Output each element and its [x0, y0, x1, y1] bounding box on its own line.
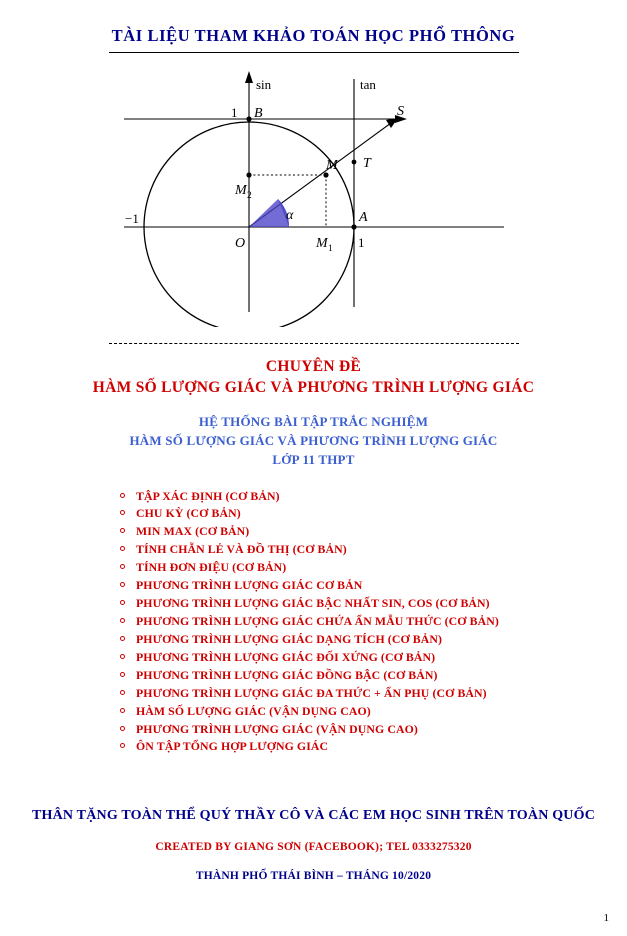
chuyen-de-line2: HÀM SỐ LƯỢNG GIÁC VÀ PHƯƠNG TRÌNH LƯỢNG GIÁC — [92, 379, 535, 396]
figure-label-M: M — [325, 158, 338, 173]
list-item — [120, 488, 627, 506]
figure-label-minus-one: −1 — [124, 211, 139, 226]
title-divider — [109, 52, 519, 53]
toc-label: CHU KỲ (CƠ BẢN) — [136, 506, 241, 521]
subtitle-block — [0, 413, 627, 470]
bullet-icon — [120, 743, 125, 748]
list-item — [120, 649, 627, 667]
toc-label: PHƯƠNG TRÌNH LƯỢNG GIÁC ĐỐI XỨNG (CƠ BẢN) — [136, 649, 436, 664]
figure-label-one-right: 1 — [357, 235, 364, 250]
list-item — [120, 559, 627, 577]
toc-label: HÀM SỐ LƯỢNG GIÁC (VẬN DỤNG CAO) — [136, 703, 371, 718]
figure-label-M2: M — [234, 183, 247, 198]
figure-label-M2-sub: 2 — [246, 191, 252, 201]
document-page — [0, 26, 627, 936]
list-item — [120, 738, 627, 756]
list-item — [120, 577, 627, 595]
toc-label: TÍNH ĐƠN ĐIỆU (CƠ BẢN) — [136, 560, 287, 575]
chuyen-de-heading — [0, 358, 627, 397]
figure-label-one-top: 1 — [230, 105, 237, 120]
figure-label-O: O — [234, 236, 245, 251]
toc-label: PHƯƠNG TRÌNH LƯỢNG GIÁC ĐA THỨC + ẨN PHỤ (CƠ BẢN) — [136, 685, 487, 700]
list-item — [120, 721, 627, 739]
bullet-icon — [120, 528, 125, 533]
page-title: TÀI LIỆU THAM KHẢO TOÁN HỌC PHỔ THÔNG — [111, 26, 516, 45]
toc-label: PHƯƠNG TRÌNH LƯỢNG GIÁC ĐỒNG BẬC (CƠ BẢN) — [136, 667, 438, 682]
toc-label: PHƯƠNG TRÌNH LƯỢNG GIÁC DẠNG TÍCH (CƠ BẢN) — [136, 631, 443, 646]
figure-divider — [109, 343, 519, 344]
bullet-icon — [120, 672, 125, 677]
list-item — [120, 595, 627, 613]
page-number: 1 — [603, 912, 609, 924]
bullet-icon — [120, 690, 125, 695]
list-item — [120, 541, 627, 559]
table-of-contents — [0, 488, 627, 757]
bullet-icon — [120, 564, 125, 569]
bullet-icon — [120, 600, 125, 605]
figure-label-T: T — [362, 156, 371, 171]
toc-label: PHƯƠNG TRÌNH LƯỢNG GIÁC CHỨA ẨN MẪU THỨC (CƠ BẢN) — [136, 613, 499, 628]
figure-label-sin-axis: sin — [255, 77, 271, 92]
figure-container — [0, 57, 627, 337]
toc-label: PHƯƠNG TRÌNH LƯỢNG GIÁC (VẬN DỤNG CAO) — [136, 721, 418, 736]
bullet-icon — [120, 618, 125, 623]
list-item — [120, 505, 627, 523]
list-item — [120, 631, 627, 649]
list-item — [120, 613, 627, 631]
bullet-icon — [120, 654, 125, 659]
list-item — [120, 523, 627, 541]
bullet-icon — [120, 493, 125, 498]
toc-label: ÔN TẬP TỔNG HỢP LƯỢNG GIÁC — [136, 739, 329, 754]
credit-text: CREATED BY GIANG SƠN (FACEBOOK); TEL 0333275320 — [155, 841, 472, 854]
dedication-text: THÂN TẶNG TOÀN THỂ QUÝ THẦY CÔ VÀ CÁC EM HỌC SINH TRÊN TOÀN QUỐC — [31, 808, 596, 824]
toc-label: MIN MAX (CƠ BẢN) — [136, 524, 250, 539]
figure-label-M1: M — [315, 236, 328, 251]
figure-label-tan-axis: tan — [359, 77, 376, 92]
figure-label-alpha: α — [285, 208, 293, 223]
bullet-icon — [120, 708, 125, 713]
figure-label-A: A — [358, 210, 368, 225]
toc-label: PHƯƠNG TRÌNH LƯỢNG GIÁC CƠ BẢN — [136, 578, 363, 593]
figure-label-B: B — [253, 106, 263, 121]
bullet-icon — [120, 726, 125, 731]
place-date-text: THÀNH PHỐ THÁI BÌNH – THÁNG 10/2020 — [195, 870, 432, 883]
bullet-icon — [120, 636, 125, 641]
figure-label-M1-sub: 1 — [327, 244, 333, 254]
toc-label: TẬP XÁC ĐỊNH (CƠ BẢN) — [136, 488, 280, 503]
list-item — [120, 667, 627, 685]
toc-label: TÍNH CHẴN LẺ VÀ ĐỒ THỊ (CƠ BẢN) — [136, 542, 347, 557]
subtitle-line3: LỚP 11 THPT — [272, 451, 355, 467]
trig-circle-figure — [104, 57, 524, 327]
chuyen-de-line1: CHUYÊN ĐỀ — [265, 358, 362, 375]
toc-label: PHƯƠNG TRÌNH LƯỢNG GIÁC BẬC NHẤT SIN, COS (CƠ BẢN) — [136, 596, 490, 611]
bullet-icon — [120, 582, 125, 587]
list-item — [120, 703, 627, 721]
bullet-icon — [120, 546, 125, 551]
list-item — [120, 685, 627, 703]
subtitle-line2: HÀM SỐ LƯỢNG GIÁC VÀ PHƯƠNG TRÌNH LƯỢNG GIÁC — [129, 432, 498, 448]
figure-label-S: S — [396, 104, 404, 119]
subtitle-line1: HỆ THỐNG BÀI TẬP TRẮC NGHIỆM — [198, 414, 429, 429]
bullet-icon — [120, 510, 125, 515]
